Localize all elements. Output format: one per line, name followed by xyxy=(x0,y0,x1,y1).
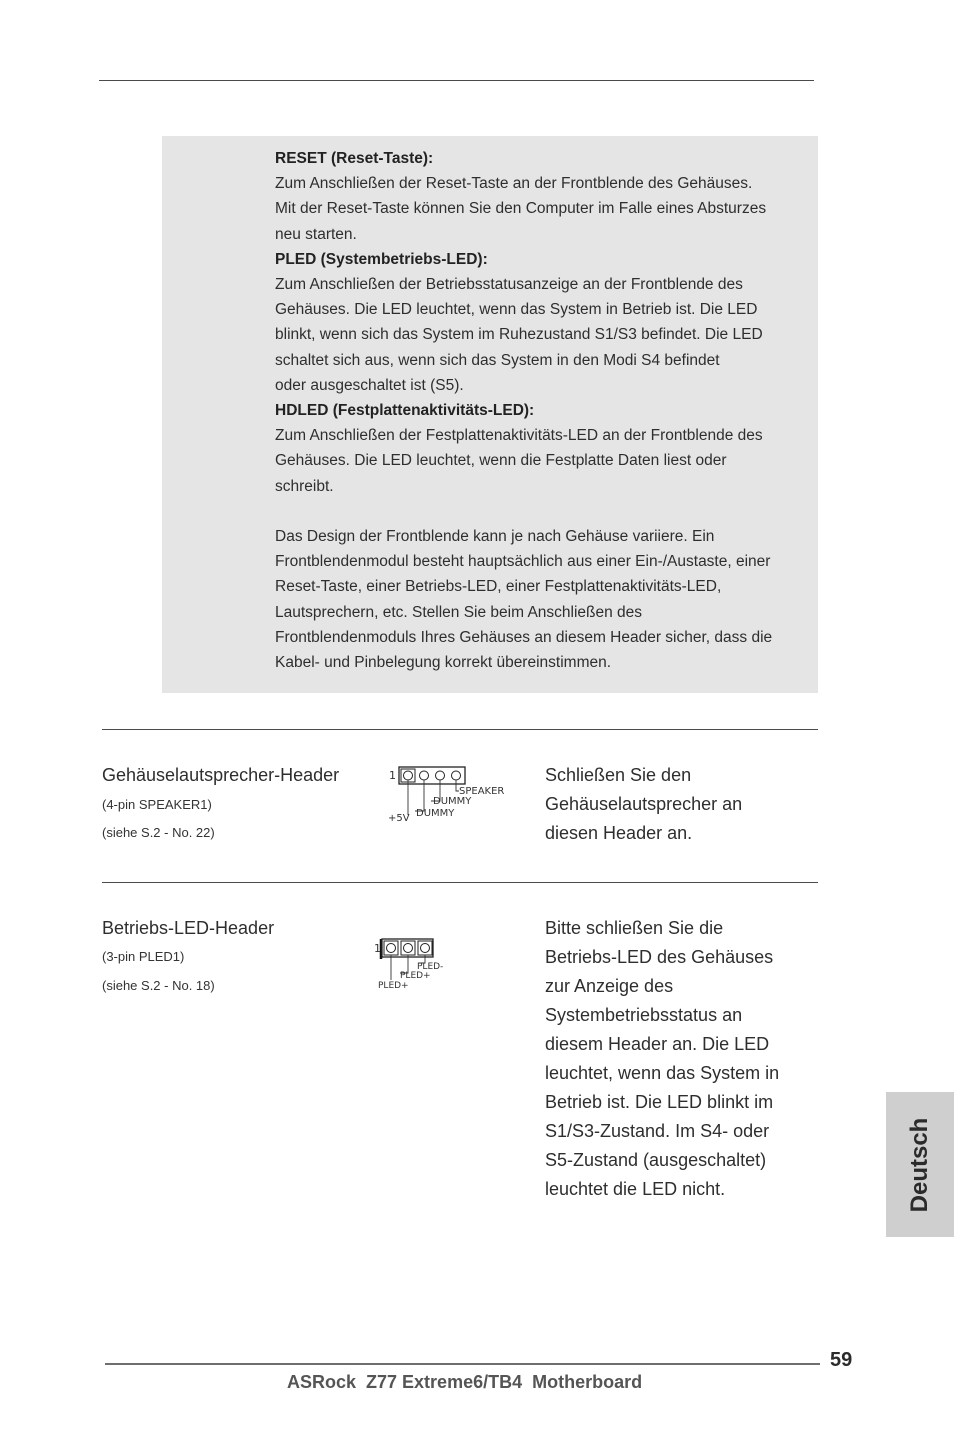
pled-header-title: Betriebs-LED-Header xyxy=(102,918,275,938)
pled-header-ref: (siehe S.2 - No. 18) xyxy=(102,978,215,993)
front-panel-info-box xyxy=(162,136,818,693)
desc-line: Schließen Sie den xyxy=(545,765,692,785)
pled-line: blinkt, wenn sich das System im Ruhezustand S1/S3 befindet. Die LED xyxy=(275,326,763,344)
design-line: Reset-Taste, einer Betriebs-LED, einer Festplattenaktivitäts-LED, xyxy=(275,578,722,596)
desc-line: zur Anzeige des xyxy=(545,976,674,996)
desc-line: diesen Header an. xyxy=(545,823,693,843)
label-pled-minus: PLED- xyxy=(417,962,444,972)
design-line: Frontblendenmodul besteht hauptsächlich aus einer Ein-/Austaste, einer xyxy=(275,553,771,571)
footer-product-name: ASRock Z77 Extreme6/TB4 Motherboard xyxy=(287,1372,643,1392)
reset-line: Zum Anschließen der Reset-Taste an der Frontblende des Gehäuses. xyxy=(275,175,753,193)
pin1-label: 1 xyxy=(389,769,396,782)
connector-body xyxy=(382,939,433,957)
label-5v: +5V xyxy=(388,813,410,824)
design-line: Kabel- und Pinbelegung korrekt übereinstimmen. xyxy=(275,654,612,672)
desc-line: S1/S3-Zustand. Im S4- oder xyxy=(545,1121,770,1141)
speaker-header-description xyxy=(545,761,815,848)
desc-line: leuchtet, wenn das System in xyxy=(545,1063,780,1083)
pled-pin-diagram xyxy=(370,935,455,993)
connector-body xyxy=(399,767,465,784)
design-line: Das Design der Frontblende kann je nach Gehäuse variiere. Ein xyxy=(275,528,715,546)
desc-line: Bitte schließen Sie die xyxy=(545,918,724,938)
hdled-line: Zum Anschließen der Festplattenaktivitäts-LED an der Frontblende des xyxy=(275,427,763,445)
desc-line: Betriebs-LED des Gehäuses xyxy=(545,947,774,967)
desc-line: S5-Zustand (ausgeschaltet) xyxy=(545,1150,767,1170)
label-pled-plus: PLED+ xyxy=(378,981,409,991)
hdled-line: schreibt. xyxy=(275,477,334,495)
language-tab xyxy=(886,1092,954,1237)
section-divider xyxy=(102,729,818,730)
pled-line: schaltet sich aus, wenn sich das System in den Modi S4 befindet xyxy=(275,351,720,369)
section-divider xyxy=(102,882,818,883)
pled-heading: PLED (Systembetriebs-LED): xyxy=(275,250,488,268)
label-dummy: DUMMY xyxy=(416,808,455,819)
speaker-header-title: Gehäuselautsprecher-Header xyxy=(102,765,340,785)
desc-line: Betrieb ist. Die LED blinkt im xyxy=(545,1092,774,1112)
info-text xyxy=(275,146,820,675)
footer-rule xyxy=(105,1363,820,1365)
language-tab-label: Deutsch xyxy=(906,1117,933,1212)
pin1-label: 1 xyxy=(374,942,381,955)
design-line: Lautsprechern, etc. Stellen Sie beim Anschließen des xyxy=(275,603,643,621)
top-rule xyxy=(99,80,814,81)
paragraph-gap xyxy=(275,499,820,524)
speaker-pin-diagram xyxy=(383,763,518,825)
pled-header-description xyxy=(545,914,815,1204)
speaker-header-pins: (4-pin SPEAKER1) xyxy=(102,797,212,812)
reset-line: Mit der Reset-Taste können Sie den Computer im Falle eines Absturzes xyxy=(275,200,767,218)
desc-line: diesem Header an. Die LED xyxy=(545,1034,770,1054)
pled-header-pins: (3-pin PLED1) xyxy=(102,949,185,964)
speaker-header-ref: (siehe S.2 - No. 22) xyxy=(102,825,215,840)
hdled-line: Gehäuses. Die LED leuchtet, wenn die Festplatte Daten liest oder xyxy=(275,452,727,470)
pled-line: Gehäuses. Die LED leuchtet, wenn das System in Betrieb ist. Die LED xyxy=(275,301,758,319)
desc-line: leuchtet die LED nicht. xyxy=(545,1179,726,1199)
reset-heading: RESET (Reset-Taste): xyxy=(275,150,434,167)
label-pled-plus: PLED+ xyxy=(400,971,431,981)
pled-line: Zum Anschließen der Betriebsstatusanzeige an der Frontblende des xyxy=(275,276,743,294)
desc-line: Gehäuselautsprecher an xyxy=(545,794,743,814)
pled-line: oder ausgeschaltet ist (S5). xyxy=(275,376,464,394)
label-dummy: DUMMY xyxy=(433,796,472,807)
desc-line: Systembetriebsstatus an xyxy=(545,1005,743,1025)
page-number: 59 xyxy=(830,1349,853,1371)
hdled-heading: HDLED (Festplattenaktivitäts-LED): xyxy=(275,402,535,420)
reset-line: neu starten. xyxy=(275,225,357,243)
design-line: Frontblendenmoduls Ihres Gehäuses an diesem Header sicher, dass die xyxy=(275,628,773,646)
label-speaker: SPEAKER xyxy=(459,786,505,797)
